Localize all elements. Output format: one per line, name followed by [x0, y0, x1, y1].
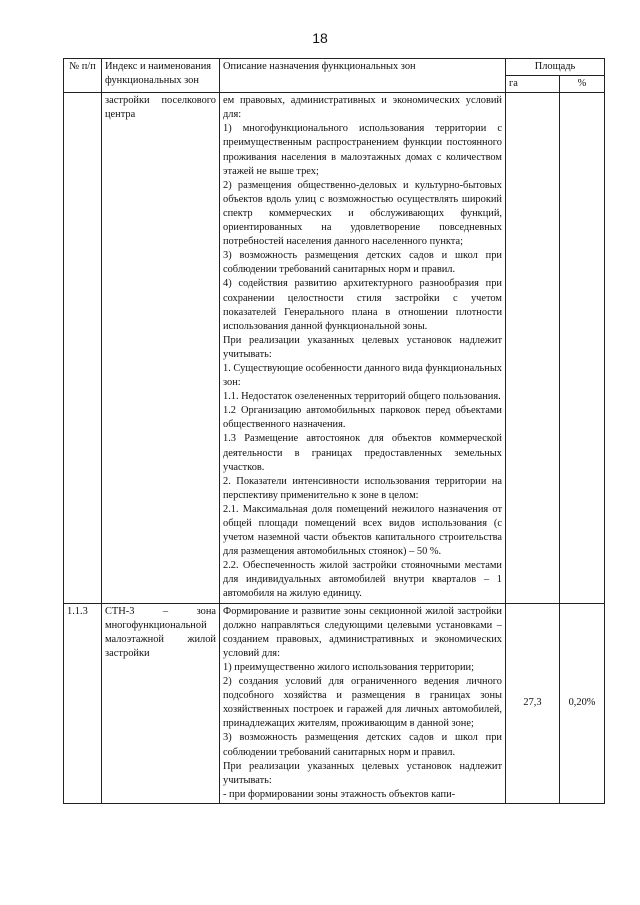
row-description [220, 93, 506, 603]
zones-table [63, 58, 605, 804]
header-description: Описание назначения функциональных зон [220, 59, 506, 93]
header-num: № п/п [64, 59, 102, 93]
header-index: Индекс и наименования функциональных зон [102, 59, 220, 93]
desc-line: 1) преимущественно жилого использования территории; [223, 661, 475, 673]
header-pct: % [560, 76, 605, 93]
desc-line: 3) возможность размещения детских садов и школ при соблюдении требований санитарных норм и правил. [223, 732, 502, 758]
desc-line: 1.1. Недостаток озелененных территорий общего пользования. [223, 391, 501, 403]
row-area-pct: 0,20% [560, 603, 605, 803]
desc-line: При реализации указанных целевых установок надлежит учитывать: [223, 334, 502, 360]
row-area-pct [560, 93, 605, 603]
row-description [220, 603, 506, 803]
table-header-row [64, 59, 605, 76]
desc-line: - при формировании зоны этажность объектов капи- [223, 788, 456, 800]
page-number: 18 [312, 30, 328, 46]
row-area-ha [506, 93, 560, 603]
row-index: застройки поселкового центра [102, 93, 220, 603]
desc-line: При реализации указанных целевых установок надлежит учитывать: [223, 760, 502, 786]
desc-line: 1) многофункционального использования территории с преимущественным распространением функции постоянного проживания населения в малоэтажных домах с количеством этажей не выше трех; [223, 123, 502, 177]
table-row [64, 603, 605, 803]
table-row [64, 93, 605, 603]
desc-line: 2. Показатели интенсивности использования территории на перспективу применительно к зоне в целом: [223, 475, 502, 501]
desc-line: 2) размещения общественно-деловых и культурно-бытовых объектов вдоль улиц с возможностью осуществлять широкий спектр коммерческих и обслуживающих функций, ориентированных на удовлетворение повседневных потребностей населения данного населенного пункта; [223, 179, 502, 248]
desc-line: 2) создания условий для ограниченного ведения личного подсобного хозяйства и размещения в границах зоны хозяйственных построек и гаражей для личных автомобилей, принадлежащих жителям, проживающим в данной зоне; [223, 676, 502, 730]
desc-line: 2.1. Максимальная доля помещений нежилого назначения от общей площади помещений всех видов использования (с учетом наземной части объектов капитального строительства для размещения автомобильных стоянок) – 50 %. [223, 503, 502, 558]
desc-line: 3) возможность размещения детских садов и школ при соблюдении требований санитарных норм и правил. [223, 250, 502, 276]
desc-line: Формирование и развитие зоны секционной жилой застройки должно направляться следующими целевыми установками – созданием правовых, административных и экономических условий для: [223, 605, 502, 659]
row-num: 1.1.3 [64, 603, 102, 803]
desc-line: 1. Существующие особенности данного вида функциональных зон: [223, 362, 502, 389]
header-ha: га [506, 76, 560, 93]
header-area: Площадь [506, 59, 605, 76]
desc-line: ем правовых, административных и экономических условий для: [223, 95, 502, 121]
row-num [64, 93, 102, 603]
row-area-ha: 27,3 [506, 603, 560, 803]
desc-line: 1.3 Размещение автостоянок для объектов коммерческой деятельности в границах предоставленных земельных участков. [223, 433, 502, 473]
desc-line: 4) содействия развитию архитектурного разнообразия при сохранении целостности стиля застройки с учетом показателей Генерального плана в отношении плотности использования данной функциональной зоны. [223, 278, 502, 332]
desc-line: 1.2 Организацию автомобильных парковок перед объектами общественного назначения. [223, 405, 502, 431]
desc-line: 2.2. Обеспеченность жилой застройки стояночными местами для индивидуальных автомобилей внутри кварталов – 1 автомобиля на жилую единицу. [223, 560, 502, 600]
row-index: СТН-3 – зона многофункциональной малоэтажной жилой застройки [102, 603, 220, 803]
